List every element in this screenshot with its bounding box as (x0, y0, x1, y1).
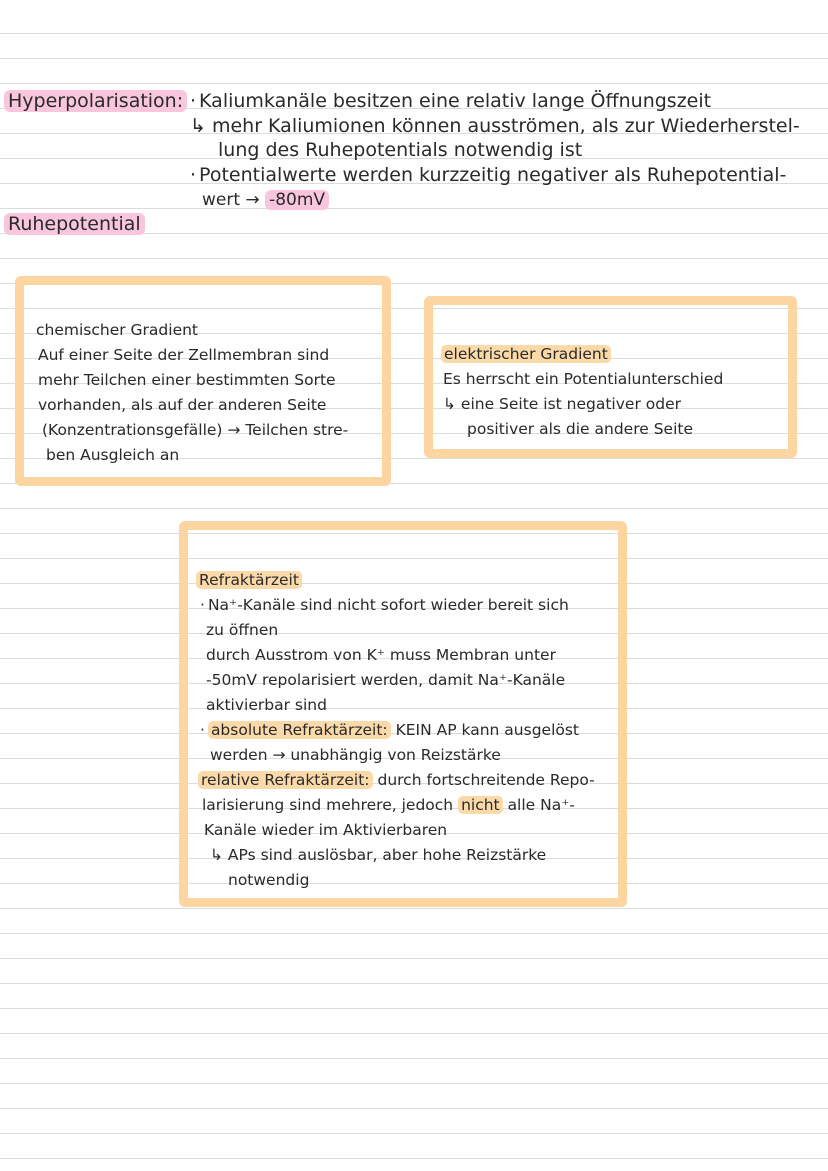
hyper-line-4: · Potentialwerte werden kurzzeitig negativer als Ruhepotential- (190, 163, 786, 187)
elek-line-2: ↳ eine Seite ist negativer oder (443, 395, 681, 413)
chem-title: chemischer Gradient (36, 321, 199, 339)
chem-line-1: Auf einer Seite der Zellmembran sind (38, 346, 330, 364)
chem-line-3: vorhanden, als auf der anderen Seite (38, 396, 327, 414)
relative-refrak-label: relative Refraktärzeit: (198, 771, 373, 789)
refraktaerzeit-box (179, 521, 627, 907)
chem-line-4: (Konzentrationsgefälle) → Teilchen stre- (42, 421, 349, 439)
refrak-line-1: · Na⁺-Kanäle sind nicht sofort wieder bereit sich (200, 593, 569, 617)
chem-gradient-box (15, 276, 391, 486)
hyper-line-5: wert → -80mV (202, 188, 329, 212)
value-highlight: -80mV (265, 190, 329, 210)
refrak-line-5: aktivierbar sind (206, 696, 327, 714)
relative-refrak-line-4: ↳ APs sind auslösbar, aber hohe Reizstärke (210, 846, 547, 864)
chem-line-5: ben Ausgleich an (46, 446, 180, 464)
relative-refrak-line: relative Refraktärzeit: durch fortschreitende Repo- (198, 768, 595, 792)
hyper-line-1: · Kaliumkanäle besitzen eine relativ lange Öffnungszeit (190, 89, 711, 113)
refrak-title: Refraktärzeit (196, 568, 302, 592)
refrak-line-2: zu öffnen (206, 621, 279, 639)
elek-line-1: Es herrscht ein Potentialunterschied (443, 370, 724, 388)
absolute-refrak-label: absolute Refraktärzeit: (208, 721, 391, 739)
nicht-highlight: nicht (458, 796, 503, 814)
absolute-refrak-line: · absolute Refraktärzeit: KEIN AP kann ausgelöst (200, 718, 579, 742)
elek-gradient-box (424, 296, 797, 458)
refrak-line-3: durch Ausstrom von K⁺ muss Membran unter (206, 646, 556, 664)
hyperpolarisation-label: Hyperpolarisation: (4, 89, 187, 113)
relative-refrak-line-2: larisierung sind mehrere, jedoch nicht alle Na⁺- (202, 796, 576, 814)
refrak-line-4: -50mV repolarisiert werden, damit Na⁺-Kanäle (206, 671, 566, 689)
relative-refrak-line-3: Kanäle wieder im Aktivierbaren (204, 821, 448, 839)
chem-line-2: mehr Teilchen einer bestimmten Sorte (38, 371, 336, 389)
relative-refrak-line-5: notwendig (228, 871, 310, 889)
hyper-line-2: ↳ mehr Kaliumionen können ausströmen, als zur Wiederherstel- (190, 115, 800, 137)
hyper-line-3: lung des Ruhepotentials notwendig ist (218, 139, 583, 161)
absolute-refrak-line-2: werden → unabhängig von Reizstärke (210, 746, 501, 764)
elek-title: elektrischer Gradient (441, 342, 611, 366)
elek-line-3: positiver als die andere Seite (467, 420, 693, 438)
ruhepotential-label: Ruhepotential (4, 212, 145, 236)
